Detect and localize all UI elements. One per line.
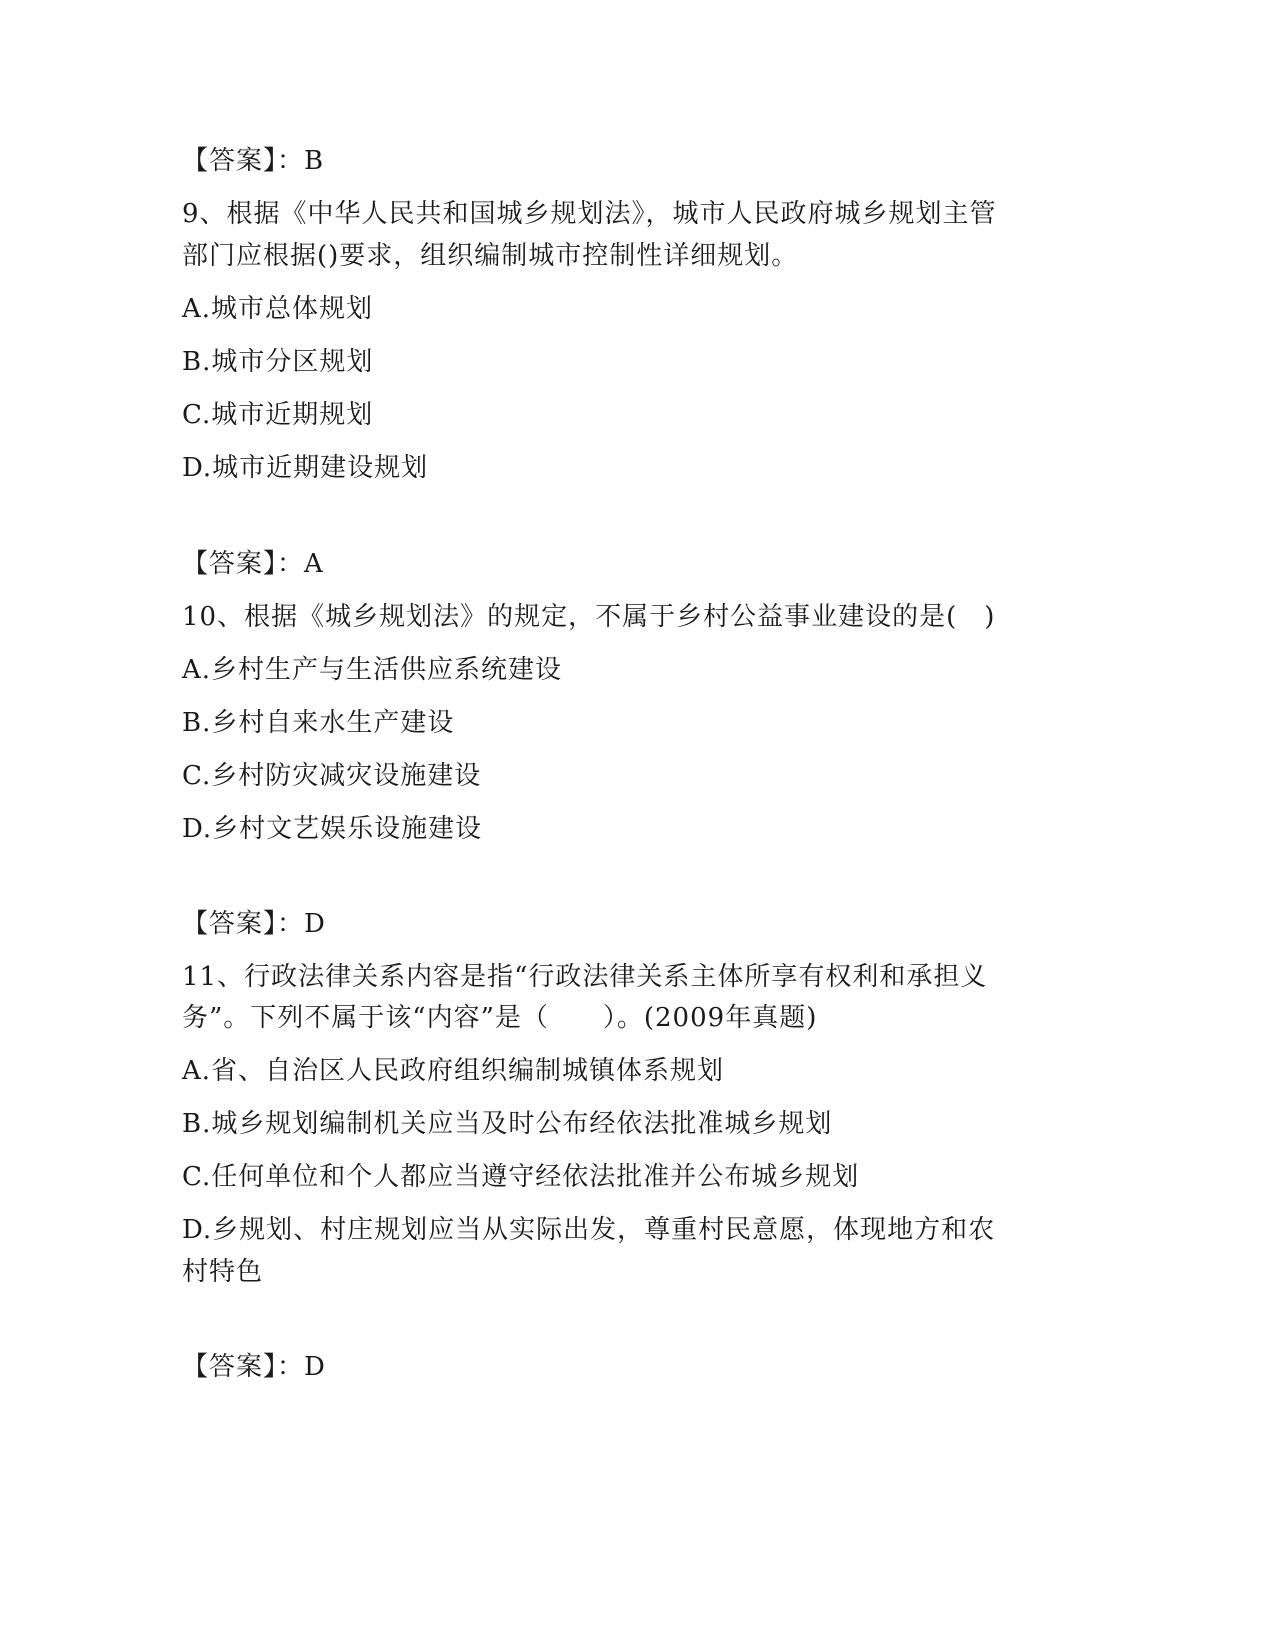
question-9-stem-line-1: 9、根据《中华人民共和国城乡规划法》，城市人民政府城乡规划主管 (182, 199, 997, 229)
question-11-option-d-line-2: 村特色 (182, 1257, 264, 1287)
question-10-option-a: A.乡村生产与生活供应系统建设 (182, 655, 563, 685)
question-9-option-c: C.城市近期规划 (182, 400, 374, 430)
question-11-option-b: B.城乡规划编制机关应当及时公布经依法批准城乡规划 (182, 1109, 833, 1139)
question-10-option-c: C.乡村防灾减灾设施建设 (182, 761, 482, 791)
question-11-answer: 【答案】：D (182, 1352, 326, 1382)
question-9-stem-line-2: 部门应根据()要求，组织编制城市控制性详细规划。 (182, 241, 799, 271)
question-10-answer: 【答案】：D (182, 909, 326, 939)
question-9-answer: 【答案】：A (182, 549, 324, 579)
question-10-option-b: B.乡村自来水生产建设 (182, 708, 455, 738)
question-11-option-d-line-1: D.乡规划、村庄规划应当从实际出发，尊重村民意愿，体现地方和农 (182, 1215, 996, 1245)
question-11-stem-line-2: 务”。下列不属于该“内容”是（ ）。(2009年真题) (182, 1003, 818, 1033)
answer-prev: 【答案】：B (182, 146, 325, 176)
question-9-option-a: A.城市总体规划 (182, 294, 374, 324)
question-10-stem-line-1: 10、根据《城乡规划法》的规定，不属于乡村公益事业建设的是( ) (182, 602, 996, 632)
question-11-stem-line-1: 11、行政法律关系内容是指“行政法律关系主体所享有权利和承担义 (182, 962, 988, 992)
question-9-option-b: B.城市分区规划 (182, 347, 374, 377)
question-11-option-a: A.省、自治区人民政府组织编制城镇体系规划 (182, 1056, 725, 1086)
question-11-option-c: C.任何单位和个人都应当遵守经依法批准并公布城乡规划 (182, 1162, 860, 1192)
question-10-option-d: D.乡村文艺娱乐设施建设 (182, 814, 483, 844)
question-9-option-d: D.城市近期建设规划 (182, 453, 429, 483)
